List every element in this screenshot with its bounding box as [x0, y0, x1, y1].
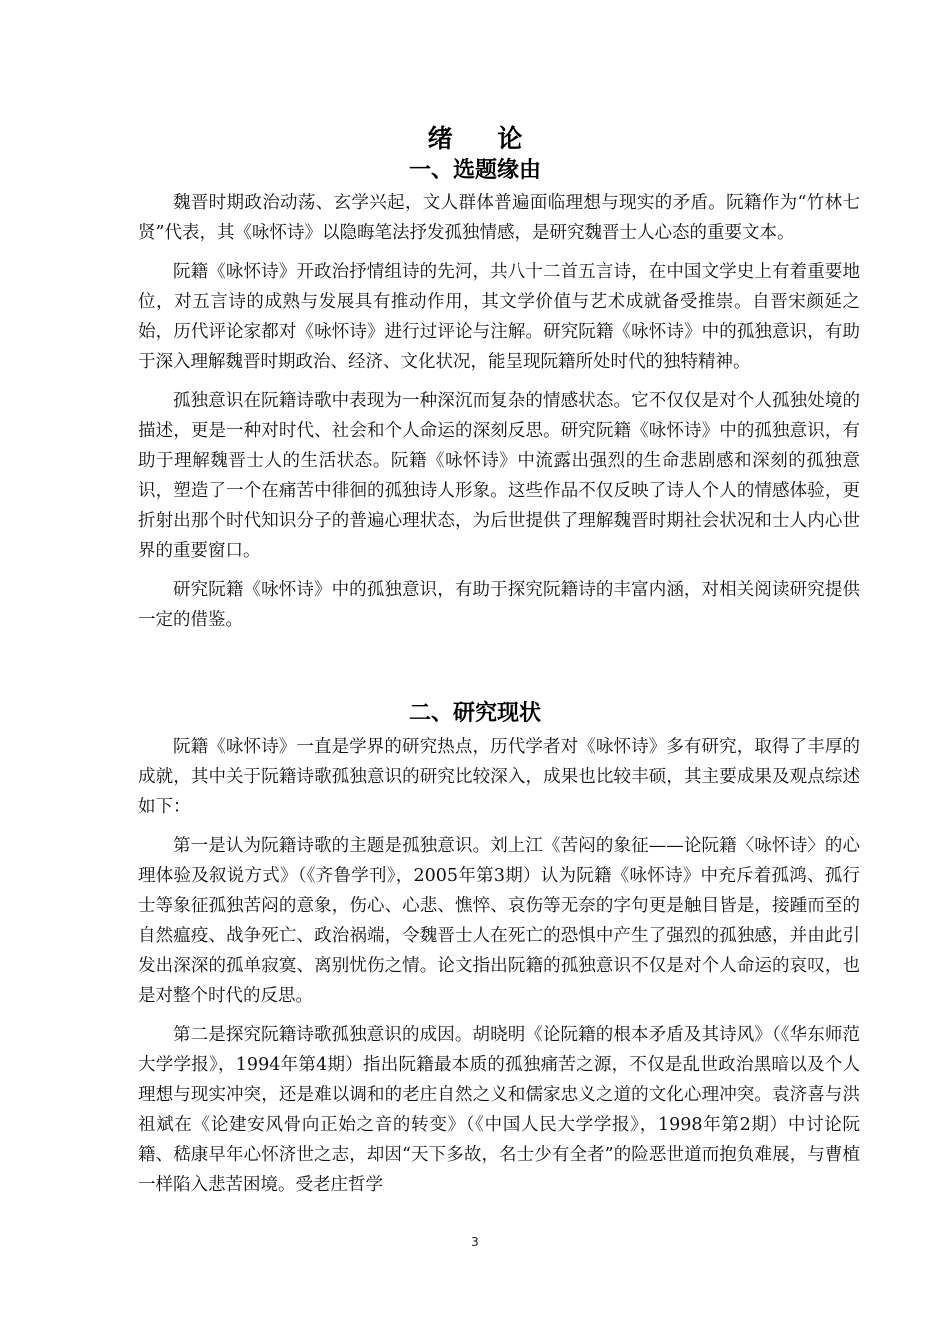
paragraph: 研究阮籍《咏怀诗》中的孤独意识，有助于探究阮籍诗的丰富内涵，对相关阅读研究提供一定的借鉴。 [138, 580, 860, 630]
paragraph: 第二是探究阮籍诗歌孤独意识的成因。胡晓明《论阮籍的根本矛盾及其诗风》（《华东师范大学学报》，1994年第4期）指出阮籍最本质的孤独痛苦之源，不仅是乱世政治黑暗以及个人理想与现实冲突，还是难以调和的老庄自然之义和儒家忠义之道的文化心理冲突。袁济喜与洪祖斌在《论建安风骨向正始之音的转变》（《中国人民大学学报》，1998年第2期）中讨论阮籍、嵇康早年心怀济世之志，却因“天下多故，名士少有全者”的险恶世道而抱负难展，与曹植一样陷入悲苦困境。受老庄哲学 [138, 1025, 860, 1195]
paragraph: 阮籍《咏怀诗》一直是学界的研究热点，历代学者对《咏怀诗》多有研究，取得了丰厚的成就，其中关于阮籍诗歌孤独意识的研究比较深入，成果也比较丰硕，其主要成果及观点综述如下： [138, 737, 860, 817]
section-heading-research-status: 二、研究现状 [408, 701, 541, 726]
paragraph: 魏晋时期政治动荡、玄学兴起，文人群体普遍面临理想与现实的矛盾。阮籍作为“竹林七贤”代表，其《咏怀诗》以隐晦笔法抒发孤独情感，是研究魏晋士人心态的重要文本。 [138, 193, 860, 243]
paragraph: 孤独意识在阮籍诗歌中表现为一种深沉而复杂的情感状态。它不仅仅是对个人孤独处境的描述，更是一种对时代、社会和个人命运的深刻反思。研究阮籍《咏怀诗》中的孤独意识，有助于理解魏晋士人的生活状态。阮籍《咏怀诗》中流露出强烈的生命悲剧感和深刻的孤独意识，塑造了一个在痛苦中徘徊的孤独诗人形象。这些作品不仅反映了诗人个人的情感体验，更折射出那个时代知识分子的普遍心理状态，为后世提供了理解魏晋时期社会状况和士人内心世界的重要窗口。 [138, 391, 860, 561]
section-heading-topic-rationale: 一、选题缘由 [408, 158, 541, 183]
paragraph: 第一是认为阮籍诗歌的主题是孤独意识。刘上江《苦闷的象征——论阮籍〈咏怀诗〉的心理体验及叙说方式》（《齐鲁学刊》，2005年第3期）认为阮籍《咏怀诗》中充斥着孤鸿、孤行士等象征孤独苦闷的意象，伤心、心悲、憔悴、哀伤等无奈的字句更是触目皆是，接踵而至的自然瘟疫、战争死亡、政治祸端，令魏晋士人在死亡的恐惧中产生了强烈的孤独感，并由此引发出深深的孤单寂寞、离别忧伤之情。论文指出阮籍的孤独意识不仅是对个人命运的哀叹，也是对整个时代的反思。 [138, 836, 860, 1006]
chapter-title: 绪 论 [427, 124, 541, 153]
page-number: 3 [471, 1235, 479, 1249]
section-body-research-status [138, 732, 860, 1200]
section-body-topic-rationale [138, 188, 860, 635]
paragraph: 阮籍《咏怀诗》开政治抒情组诗的先河，共八十二首五言诗，在中国文学史上有着重要地位，对五言诗的成熟与发展具有推动作用，其文学价值与艺术成就备受推崇。自晋宋颜延之始，历代评论家都对《咏怀诗》进行过评论与注解。研究阮籍《咏怀诗》中的孤独意识，有助于深入理解魏晋时期政治、经济、文化状况，能呈现阮籍所处时代的独特精神。 [138, 262, 860, 372]
